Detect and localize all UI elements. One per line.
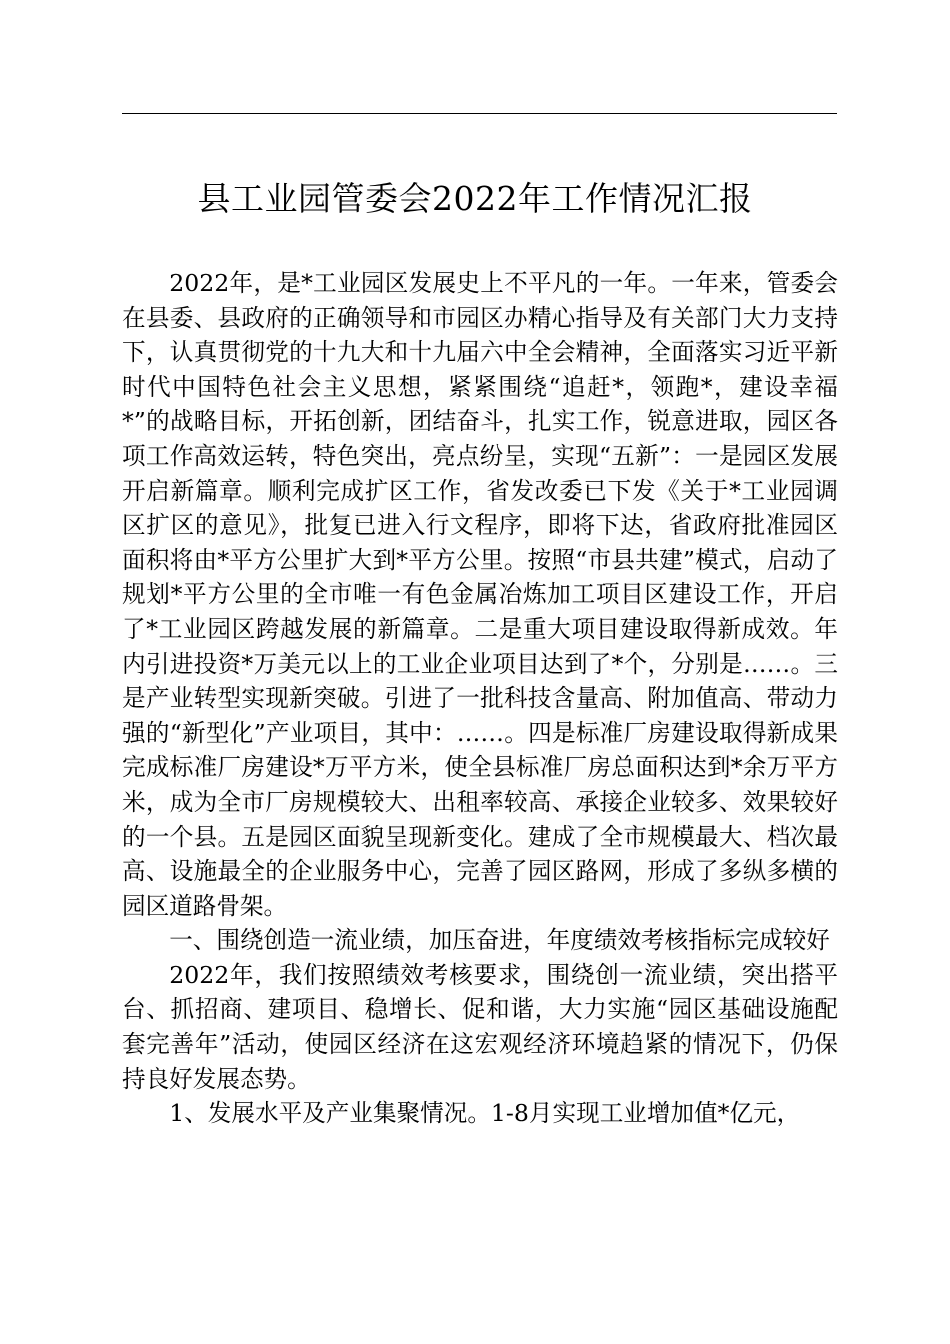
- document-body: [122, 266, 838, 1131]
- document-title: 县工业园管委会2022年工作情况汇报: [197, 179, 753, 218]
- section-heading-1: 一、围绕创造一流业绩，加压奋进，年度绩效考核指标完成较好: [169, 926, 830, 955]
- paragraph-intro: 2022年，是*工业园区发展史上不平凡的一年。一年来，管委会在县委、县政府的正确领导和市园区办精心指导及有关部门大力支持下，认真贯彻党的十九大和十九届六中全会精神，全面落实习近平新时代中国特色社会主义思想，紧紧围绕“追赶*，领跑*，建设幸福*”的战略目标，开拓创新，团结奋斗，扎实工作，锐意进取，园区各项工作高效运转，特色突出，亮点纷呈，实现“五新”：一是园区发展开启新篇章。顺利完成扩区工作，省发改委已下发《关于*工业园调区扩区的意见》，批复已进入行文程序，即将下达，省政府批准园区面积将由*平方公里扩大到*平方公里。按照“市县共建”模式，启动了规划*平方公里的全市唯一有色金属冶炼加工项目区建设工作，开启了*工业园区跨越发展的新篇章。二是重大项目建设取得新成效。年内引进投资*万美元以上的工业企业项目达到了*个，分别是……。三是产业转型实现新突破。引进了一批科技含量高、附加值高、带动力强的“新型化”产业项目，其中：……。四是标准厂房建设取得新成果完成标准厂房建设*万平方米，使全县标准厂房总面积达到*余万平方米，成为全市厂房规模较大、出租率较高、承接企业较多、效果较好的一个县。五是园区面貌呈现新变化。建成了全市规模最大、档次最高、设施最全的企业服务中心，完善了园区路网，形成了多纵多横的园区道路骨架。: [122, 269, 838, 920]
- header-rule: [122, 113, 837, 114]
- paragraph-section-1: 2022年，我们按照绩效考核要求，围绕创一流业绩，突出搭平台、抓招商、建项目、稳增长、促和谐，大力实施“园区基础设施配套完善年”活动，使园区经济在这宏观经济环境趋紧的情况下，仍保持良好发展态势。: [122, 960, 838, 1093]
- paragraph-item-1: 1、发展水平及产业集聚情况。1-8月实现工业增加值*亿元，: [169, 1099, 801, 1128]
